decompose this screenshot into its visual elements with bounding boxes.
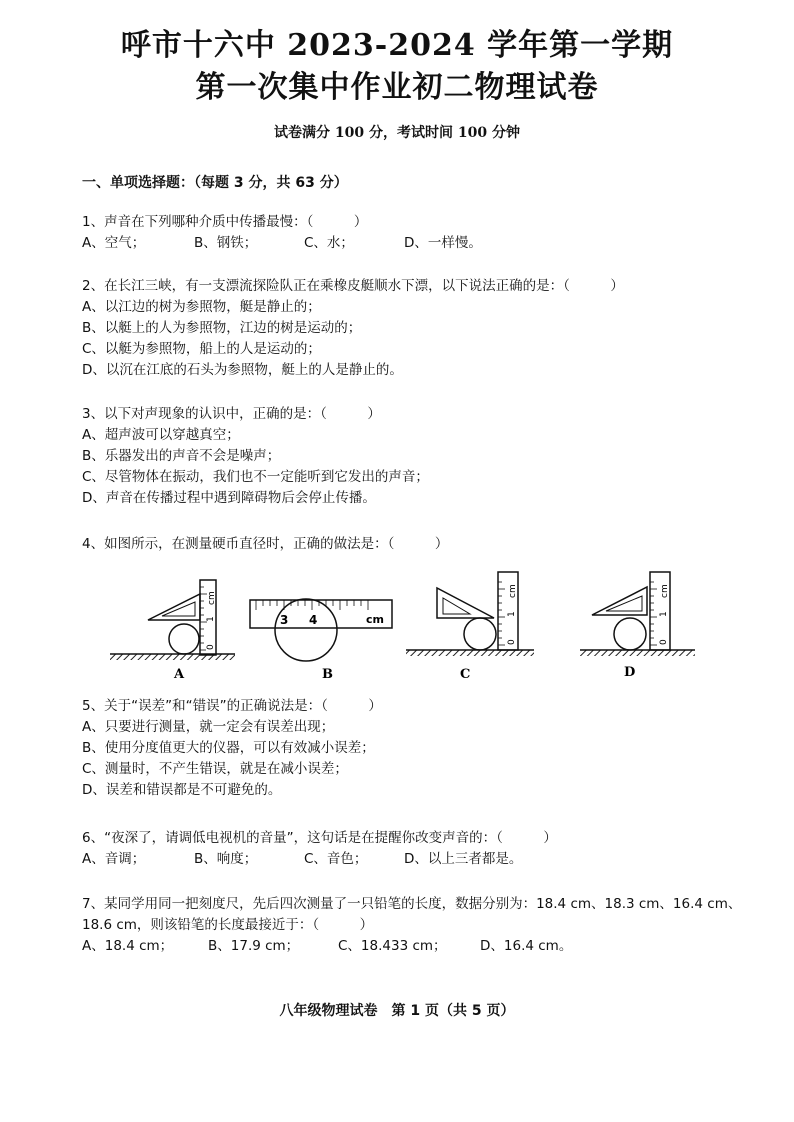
question-stem: 3、以下对声现象的认识中，正确的是：（ ） <box>82 406 381 422</box>
option-a: A、只要进行测量，就一定会有误差出现； <box>82 719 335 735</box>
figure-label-c: C <box>460 667 471 682</box>
question-5 <box>82 696 382 801</box>
question-6 <box>82 828 557 870</box>
option-d: D、16.4 cm。 <box>480 938 573 954</box>
option-a: A、超声波可以穿越真空； <box>82 427 240 443</box>
option-c: C、测量时，不产生错误，就是在减小误差； <box>82 761 348 777</box>
ruler-label-0: 0 <box>659 639 669 645</box>
table-surface <box>580 650 695 656</box>
option-b: B、以艇上的人为参照物，江边的树是运动的； <box>82 320 362 336</box>
ruler-label-1: 1 <box>659 611 669 617</box>
option-c: C、尽管物体在振动，我们也不一定能听到它发出的声音； <box>82 469 429 485</box>
exam-title-line1: 呼市十六中 2023-2024 学年第一学期 <box>120 28 674 63</box>
option-a: A、18.4 cm； <box>82 938 174 954</box>
ruler-label-4: 4 <box>309 613 318 627</box>
ruler-label-1: 1 <box>507 611 517 617</box>
option-a: A、空气； <box>82 235 146 251</box>
coin <box>614 618 646 650</box>
option-c: C、18.433 cm； <box>338 938 447 954</box>
question-stem: 4、如图所示，在测量硬币直径时，正确的做法是：（ ） <box>82 536 449 552</box>
question-stem: 6、“夜深了，请调低电视机的音量”，这句话是在提醒你改变声音的：（ ） <box>82 830 557 846</box>
ruler-label-cm: cm <box>660 584 670 598</box>
ruler-label-cm: cm <box>508 584 518 598</box>
question-4-figures <box>100 570 700 685</box>
ruler-label-3: 3 <box>280 613 289 627</box>
question-3 <box>82 404 429 509</box>
figure-a <box>110 580 235 682</box>
question-7 <box>82 894 741 957</box>
coin <box>464 618 496 650</box>
ruler-label-0: 0 <box>507 639 517 645</box>
exam-subtitle: 试卷满分 100 分，考试时间 100 分钟 <box>274 125 520 141</box>
question-options-row <box>82 233 482 254</box>
option-c: C、水； <box>304 235 354 251</box>
coin <box>169 624 199 654</box>
question-options-row <box>82 936 741 957</box>
figure-label-a: A <box>174 667 185 682</box>
option-d: D、声音在传播过程中遇到障碍物后会停止传播。 <box>82 490 376 506</box>
ruler-figures-svg <box>100 570 700 685</box>
option-b: B、钢铁； <box>194 235 258 251</box>
table-surface <box>406 650 534 656</box>
question-stem: 1、声音在下列哪种介质中传播最慢：（ ） <box>82 214 368 230</box>
ruler-label-1: 1 <box>206 616 216 622</box>
option-b: B、使用分度值更大的仪器，可以有效减小误差； <box>82 740 375 756</box>
question-options-row <box>82 849 557 870</box>
figure-c <box>406 572 534 682</box>
figure-label-d: D <box>624 665 636 680</box>
question-1 <box>82 212 482 254</box>
exam-title-line2: 第一次集中作业初二物理试卷 <box>195 70 599 105</box>
option-b: B、17.9 cm； <box>208 938 300 954</box>
question-stem: 5、关于“误差”和“错误”的正确说法是：（ ） <box>82 698 382 714</box>
option-c: C、以艇为参照物，船上的人是运动的； <box>82 341 321 357</box>
option-b: B、乐器发出的声音不会是噪声； <box>82 448 281 464</box>
ruler-label-cm: cm <box>366 613 384 626</box>
option-c: C、音色； <box>304 851 368 867</box>
question-stem-line2: 18.6 cm，则该铅笔的长度最接近于：（ ） <box>82 917 374 933</box>
figure-b <box>250 599 392 682</box>
figure-label-b: B <box>322 667 333 682</box>
option-d: D、以上三者都是。 <box>404 851 523 867</box>
option-a: A、音调； <box>82 851 146 867</box>
option-d: D、一样慢。 <box>404 235 482 251</box>
figure-d <box>580 572 695 680</box>
question-4 <box>82 534 448 555</box>
ruler-label-0: 0 <box>206 644 216 650</box>
option-b: B、响度； <box>194 851 258 867</box>
option-a: A、以江边的树为参照物，艇是静止的； <box>82 299 321 315</box>
page-footer: 八年级物理试卷 第 1 页（共 5 页） <box>279 1003 515 1019</box>
question-stem: 2、在长江三峡，有一支漂流探险队正在乘橡皮艇顺水下漂，以下说法正确的是：（ ） <box>82 278 624 294</box>
question-stem-line1: 7、某同学用同一把刻度尺，先后四次测量了一只铅笔的长度，数据分别为：18.4 cm、18.3 cm、16.4 cm、 <box>82 896 742 912</box>
section-heading: 一、单项选择题：（每题 3 分，共 63 分） <box>82 175 348 191</box>
option-d: D、以沉在江底的石头为参照物，艇上的人是静止的。 <box>82 362 403 378</box>
ruler-label-cm: cm <box>207 591 217 605</box>
question-2 <box>82 276 624 381</box>
option-d: D、误差和错误都是不可避免的。 <box>82 782 282 798</box>
